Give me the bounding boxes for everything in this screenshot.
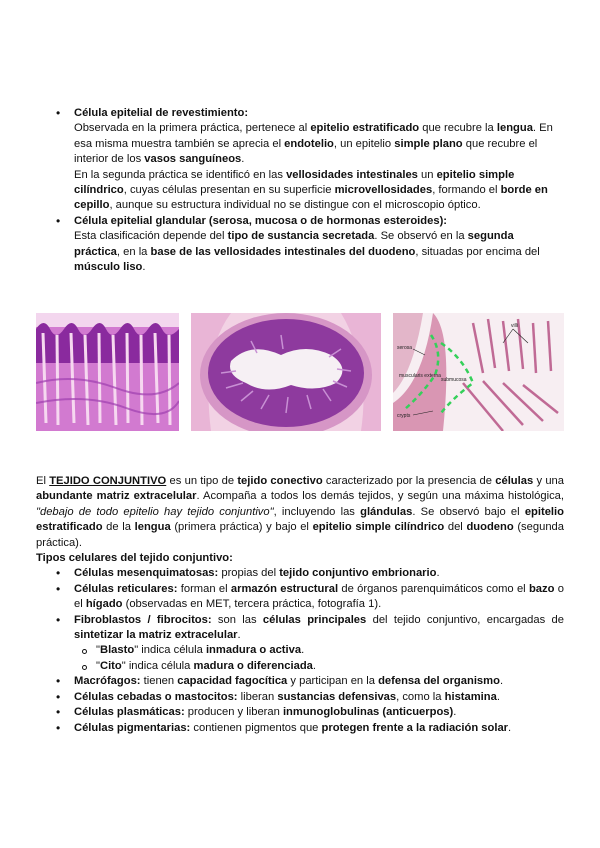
types-heading: Tipos celulares del tejido conjuntivo: bbox=[36, 552, 233, 565]
section-heading: TEJIDO CONJUNTIVO bbox=[49, 475, 167, 487]
intestine-labeled-image bbox=[393, 313, 564, 431]
list-item: • Células plasmáticas: producen y liberan inmunoglobulinas (anticuerpos). bbox=[74, 705, 564, 720]
sub-list-item: "Blasto" indica célula inmadura o activa. bbox=[96, 643, 564, 658]
list-item: • Macrófagos: tienen capacidad fagocítica y participan en la defensa del organismo. bbox=[74, 674, 564, 689]
label-muscularis: muscularis externa bbox=[399, 373, 441, 379]
label-serosa: serosa bbox=[397, 345, 413, 351]
item-title: Célula epitelial glandular (serosa, mucosa o de hormonas esteroides): bbox=[74, 214, 448, 227]
epithelial-cells-list bbox=[56, 106, 554, 275]
list-item-glandular: • Célula epitelial glandular (serosa, mucosa o de hormonas esteroides): Esta clasificación depende del tipo de sustancia secretada. Se observó en la segunda práctica, en la base de las vellosidades intestinales del duodeno, situadas por encima del músculo liso. bbox=[74, 214, 554, 276]
list-item: • Células cebadas o mastocitos: liberan sustancias defensivas, como la histamina. bbox=[74, 690, 564, 705]
duodenum-section-image bbox=[191, 313, 381, 431]
connective-tissue-section bbox=[36, 474, 564, 736]
tongue-histology-image bbox=[36, 313, 179, 431]
histology-images bbox=[36, 313, 564, 433]
label-submucosa: submucosa bbox=[441, 377, 467, 383]
label-crypts: crypts bbox=[397, 413, 411, 419]
list-item: • Células reticulares: forman el armazón estructural de órganos parenquimáticos como el bazo o el hígado (observadas en MET, tercera práctica, fotografía 1). bbox=[74, 582, 564, 613]
list-item: • Células mesenquimatosas: propias del tejido conjuntivo embrionario. bbox=[74, 566, 564, 581]
label-villi: villi bbox=[511, 323, 518, 329]
intro-paragraph: El TEJIDO CONJUNTIVO es un tipo de tejido conectivo caracterizado por la presencia de células y una abundante matriz extracelular. Acompaña a todos los demás tejidos, y según una máxima histológica, "debajo de todo epitelio hay tejido conjuntivo", incluyendo las glándulas. Se observó bajo el epitelio estratificado de la lengua (primera práctica) y bajo el epitelio simple cilíndrico del duodeno (segunda práctica). bbox=[36, 475, 564, 549]
cell-types-list bbox=[36, 566, 564, 735]
list-item: • Fibroblastos / fibrocitos: son las células principales del tejido conjuntivo, encargadas de sintetizar la matriz extracelular. "Blasto" indica célula inmadura o activa. "Cito" indica célula madura o diferenciada. bbox=[74, 613, 564, 675]
sub-list-item: "Cito" indica célula madura o diferenciada. bbox=[96, 659, 564, 674]
list-item: • Células pigmentarias: contienen pigmentos que protegen frente a la radiación solar. bbox=[74, 721, 564, 736]
item-title: Célula epitelial de revestimiento: bbox=[74, 107, 249, 119]
sub-list bbox=[74, 643, 564, 674]
list-item-revestimiento: • Célula epitelial de revestimiento: Observada en la primera práctica, pertenece al epitelio estratificado que recubre la lengua. En esa misma muestra también se aprecia el endotelio, un epitelio simple plano que recubre el interior de los vasos sanguíneos. En la segunda práctica se identificó en las vellosidades intestinales un epitelio simple cilíndrico, cuyas células presentan en su superficie microvellosidades, formando el borde en cepillo, aunque su estructura individual no se distingue con el microscopio óptico. bbox=[74, 106, 554, 214]
